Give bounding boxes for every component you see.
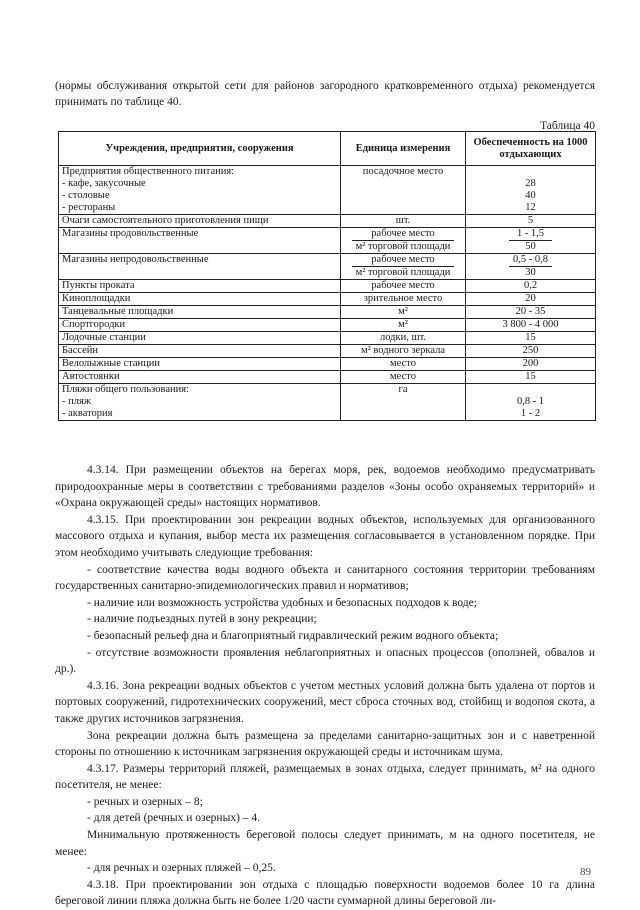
body-paragraph: 4.3.18. При проектировании зон отдыха с площадью поверхности водоемов более 10 га длина береговой линии пляжа должна быть не более 1/20 части суммарной длины береговой ли-: [55, 878, 595, 908]
table-row: [59, 293, 596, 306]
table-row: [59, 332, 596, 345]
sub-row-value: 1 - 2: [520, 408, 541, 419]
table-row: [59, 228, 596, 254]
row-name: Лодочные станции: [62, 332, 146, 343]
body-paragraph: - безопасный рельеф дна и благоприятный гидравлический режим водного объекта;: [87, 629, 499, 642]
table-row: [59, 254, 596, 280]
value-denominator: 30: [525, 267, 536, 278]
unit-text: м² водного зеркала: [360, 345, 446, 356]
cell-institution: [59, 254, 341, 280]
body-paragraph: 4.3.15. При проектировании зон рекреации водных объектов, используемых для организованного массового отдыха и купания, выбор места их размещения согласовывается в установленном порядке. При этом необходимо учитывать следующие требования:: [55, 513, 595, 559]
cell-unit: [341, 293, 466, 306]
row-name: Киноплощадки: [62, 293, 131, 304]
unit-text: место: [390, 358, 416, 369]
value-text: 5: [527, 215, 534, 226]
cell-institution: [59, 345, 341, 358]
cell-institution: [59, 319, 341, 332]
cell-unit: [341, 358, 466, 371]
table-row: [59, 306, 596, 319]
row-name: Танцевальные площадки: [62, 306, 174, 317]
unit-denominator: м² торговой площади: [355, 267, 451, 278]
cell-provision: [466, 228, 596, 254]
unit-text: лодки, шт.: [379, 332, 426, 343]
cell-provision: [466, 345, 596, 358]
cell-unit: [341, 254, 466, 280]
value-text: 15: [525, 332, 536, 343]
row-name: Спортгородки: [62, 319, 126, 330]
unit-text: га: [398, 384, 408, 395]
cell-unit: [341, 215, 466, 228]
cell-institution: [59, 166, 341, 215]
unit-denominator: м² торговой площади: [355, 241, 451, 252]
unit-numerator: рабочее место: [352, 228, 454, 241]
value-text: 20 - 35: [515, 306, 546, 317]
cell-institution: [59, 358, 341, 371]
cell-provision: [466, 332, 596, 345]
table-row: [59, 384, 596, 421]
sub-row-name: - акватория: [62, 408, 113, 419]
sub-row-value: 28: [525, 178, 536, 189]
value-denominator: 50: [525, 241, 536, 252]
header-cell-provision: Обеспеченность на 1000 отдыхающих: [466, 132, 596, 166]
cell-provision: [466, 306, 596, 319]
unit-text: м²: [398, 306, 408, 317]
unit-text: место: [390, 371, 416, 382]
cell-provision: [466, 166, 596, 215]
cell-unit: [341, 228, 466, 254]
cell-institution: [59, 384, 341, 421]
unit-text: рабочее место: [371, 280, 435, 291]
cell-provision: [466, 293, 596, 306]
row-name: Бассейн: [62, 345, 99, 356]
page-number: 89: [580, 866, 591, 878]
cell-institution: [59, 371, 341, 384]
sub-row-value: 12: [525, 202, 536, 213]
norms-table: [58, 131, 596, 421]
value-numerator: 1 - 1,5: [509, 228, 552, 241]
row-name: Магазины продовольственные: [62, 228, 199, 239]
table-caption: Таблица 40: [540, 120, 595, 132]
cell-unit: [341, 384, 466, 421]
cell-provision: [466, 215, 596, 228]
body-paragraph: 4.3.17. Размеры территорий пляжей, размещаемых в зонах отдыха, следует принимать, м² на одного посетителя, не менее:: [55, 762, 595, 792]
cell-unit: [341, 371, 466, 384]
table-row: [59, 280, 596, 293]
table-row: [59, 345, 596, 358]
table-row: [59, 319, 596, 332]
row-name: Предприятия общественного питания:: [62, 166, 235, 177]
cell-provision: [466, 358, 596, 371]
unit-numerator: рабочее место: [352, 254, 454, 267]
intro-text: (нормы обслуживания открытой сети для районов загородного кратковременного отдыха) рекомендуется принимать по таблице 40.: [55, 80, 595, 108]
body-paragraph: - наличие подъездных путей в зону рекреации;: [87, 613, 317, 626]
sub-row-name: - столовые: [62, 190, 110, 201]
row-name: Велолыжные станции: [62, 358, 161, 369]
body-paragraph: - для детей (речных и озерных) – 4.: [87, 812, 261, 825]
row-name: Пункты проката: [62, 280, 135, 291]
cell-unit: [341, 280, 466, 293]
cell-provision: [466, 319, 596, 332]
intro-paragraph: [55, 78, 595, 110]
table-body: [59, 166, 596, 421]
value-text: 3 800 - 4 000: [502, 319, 559, 330]
value-text: 250: [522, 345, 539, 356]
value-numerator: 0,5 - 0,8: [509, 254, 552, 267]
body-text: [55, 462, 595, 910]
cell-unit: [341, 166, 466, 215]
cell-unit: [341, 345, 466, 358]
body-paragraph: - наличие или возможность устройства удобных и безопасных подходов к воде;: [87, 596, 477, 609]
body-paragraph: - для речных и озерных пляжей – 0,25.: [87, 862, 276, 875]
cell-institution: [59, 306, 341, 319]
unit-text: шт.: [395, 215, 411, 226]
unit-text: м²: [398, 319, 408, 330]
unit-text: зрительное место: [363, 293, 443, 304]
row-name: Магазины непродовольственные: [62, 254, 209, 265]
sub-row-name: - пляж: [62, 396, 92, 407]
row-name: Автостоянки: [62, 371, 120, 382]
value-text: 0,2: [523, 280, 538, 291]
value-text: 15: [525, 371, 536, 382]
table-row: [59, 371, 596, 384]
body-paragraph: 4.3.16. Зона рекреации водных объектов с учетом местных условий должна быть удалена от портов и портовых сооружений, гидротехнических сооружений, мест сброса сточных вод, стойбищ и водопоя скота, а также других источников загрязнения.: [55, 679, 595, 725]
sub-row-value: 0,8 - 1: [516, 396, 545, 407]
table-header-row: [59, 132, 596, 166]
header-cell-institution: Учреждения, предприятия, сооружения: [59, 132, 341, 166]
cell-provision: [466, 371, 596, 384]
cell-institution: [59, 332, 341, 345]
body-paragraph: Зона рекреации должна быть размещена за пределами санитарно-защитных зон и с наветренной стороны по отношению к источникам загрязнения окружающей среды и источникам шума.: [55, 729, 595, 759]
unit-text: посадочное место: [362, 166, 444, 177]
cell-provision: [466, 280, 596, 293]
header-cell-unit: Единица измерения: [341, 132, 466, 166]
value-text: 20: [525, 293, 536, 304]
row-name: Пляжи общего пользования:: [62, 384, 189, 395]
table-row: [59, 358, 596, 371]
value-text: 200: [522, 358, 539, 369]
cell-institution: [59, 280, 341, 293]
cell-unit: [341, 332, 466, 345]
cell-unit: [341, 306, 466, 319]
cell-institution: [59, 215, 341, 228]
body-paragraph: Минимальную протяженность береговой полосы следует принимать, м на одного посетителя, не менее:: [55, 829, 595, 858]
body-paragraph: 4.3.14. При размещении объектов на берегах моря, рек, водоемов необходимо предусматривать природоохранные меры в соответствии с требованиями разделов «Зоны особо охраняемых территорий» и «Охрана окружающей среды» настоящих нормативов.: [55, 464, 595, 510]
body-paragraph: - отсутствие возможности проявления неблагоприятных и опасных процессов (оползней, обвалов и др.).: [55, 646, 595, 676]
cell-institution: [59, 228, 341, 254]
row-name: Очаги самостоятельного приготовления пищи: [62, 215, 269, 226]
cell-unit: [341, 319, 466, 332]
body-paragraph: - соответствие качества воды водного объекта и санитарного состояния территории требованиям государственных санитарно-эпидемиологических правил и нормативов;: [55, 563, 595, 593]
cell-provision: [466, 254, 596, 280]
cell-provision: [466, 384, 596, 421]
sub-row-name: - кафе, закусочные: [62, 178, 146, 189]
body-paragraph: - речных и озерных – 8;: [87, 795, 203, 808]
sub-row-value: 40: [525, 190, 536, 201]
table-row: [59, 166, 596, 215]
sub-row-name: - рестораны: [62, 202, 116, 213]
table-row: [59, 215, 596, 228]
cell-institution: [59, 293, 341, 306]
